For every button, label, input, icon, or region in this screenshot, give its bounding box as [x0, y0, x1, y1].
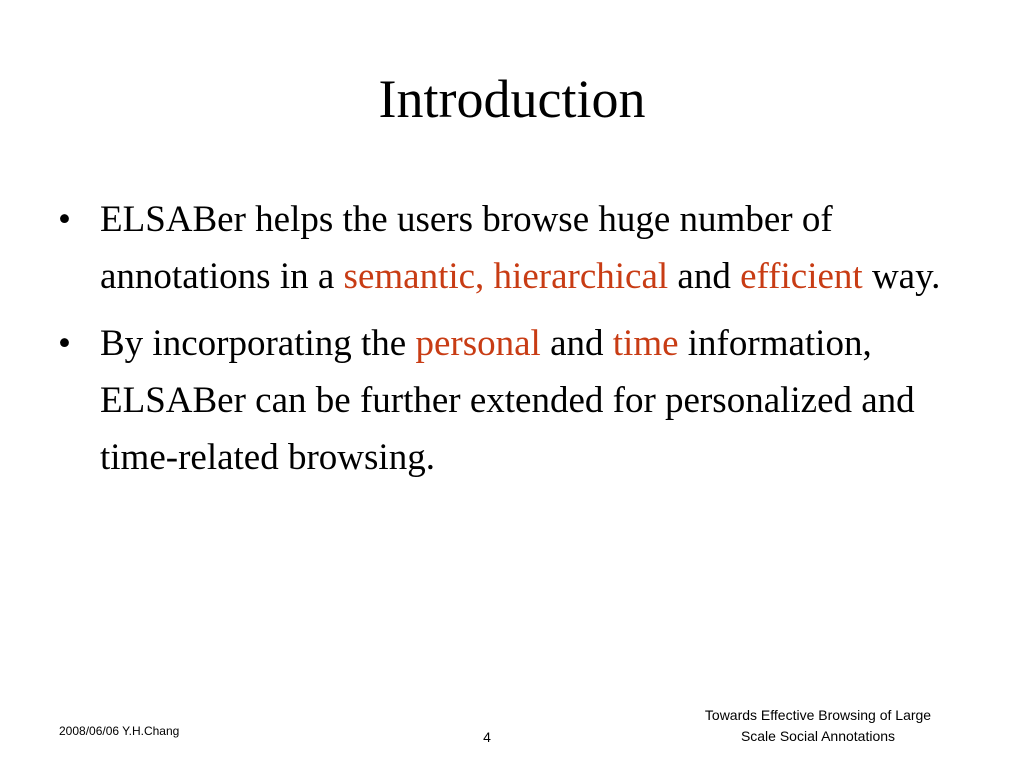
slide-title: Introduction — [378, 69, 646, 129]
highlight-text: personal — [415, 323, 541, 364]
highlight-text: time — [612, 323, 679, 364]
footer-title-line-2: Scale Social Annotations — [740, 728, 896, 744]
footer-date-author: 2008/06/06 Y.H.Chang — [59, 724, 180, 738]
page-number: 4 — [483, 729, 491, 745]
bullet-text-part: information, ELSABer can be further extended for personalized and time-related browsing. — [100, 323, 915, 478]
bullet-text-part: By incorporating the — [100, 323, 416, 364]
bullet-text-part: and — [668, 256, 741, 297]
bullet-marker: • — [58, 323, 71, 364]
footer-presentation-title — [668, 705, 968, 747]
bullet-marker: • — [58, 199, 71, 240]
bullet-text-part: ELSABer helps the users browse huge number of annotations in a — [100, 199, 833, 297]
bullet-text-part: way. — [862, 256, 941, 297]
highlight-text: efficient — [740, 256, 863, 297]
bullet-text-part: and — [540, 323, 613, 364]
bullet-list — [58, 191, 978, 496]
bullet-item-1 — [58, 191, 978, 305]
footer-title-line-1: Towards Effective Browsing of Large — [704, 707, 932, 723]
highlight-text: semantic, hierarchical — [343, 256, 669, 297]
bullet-item-2 — [58, 315, 978, 486]
